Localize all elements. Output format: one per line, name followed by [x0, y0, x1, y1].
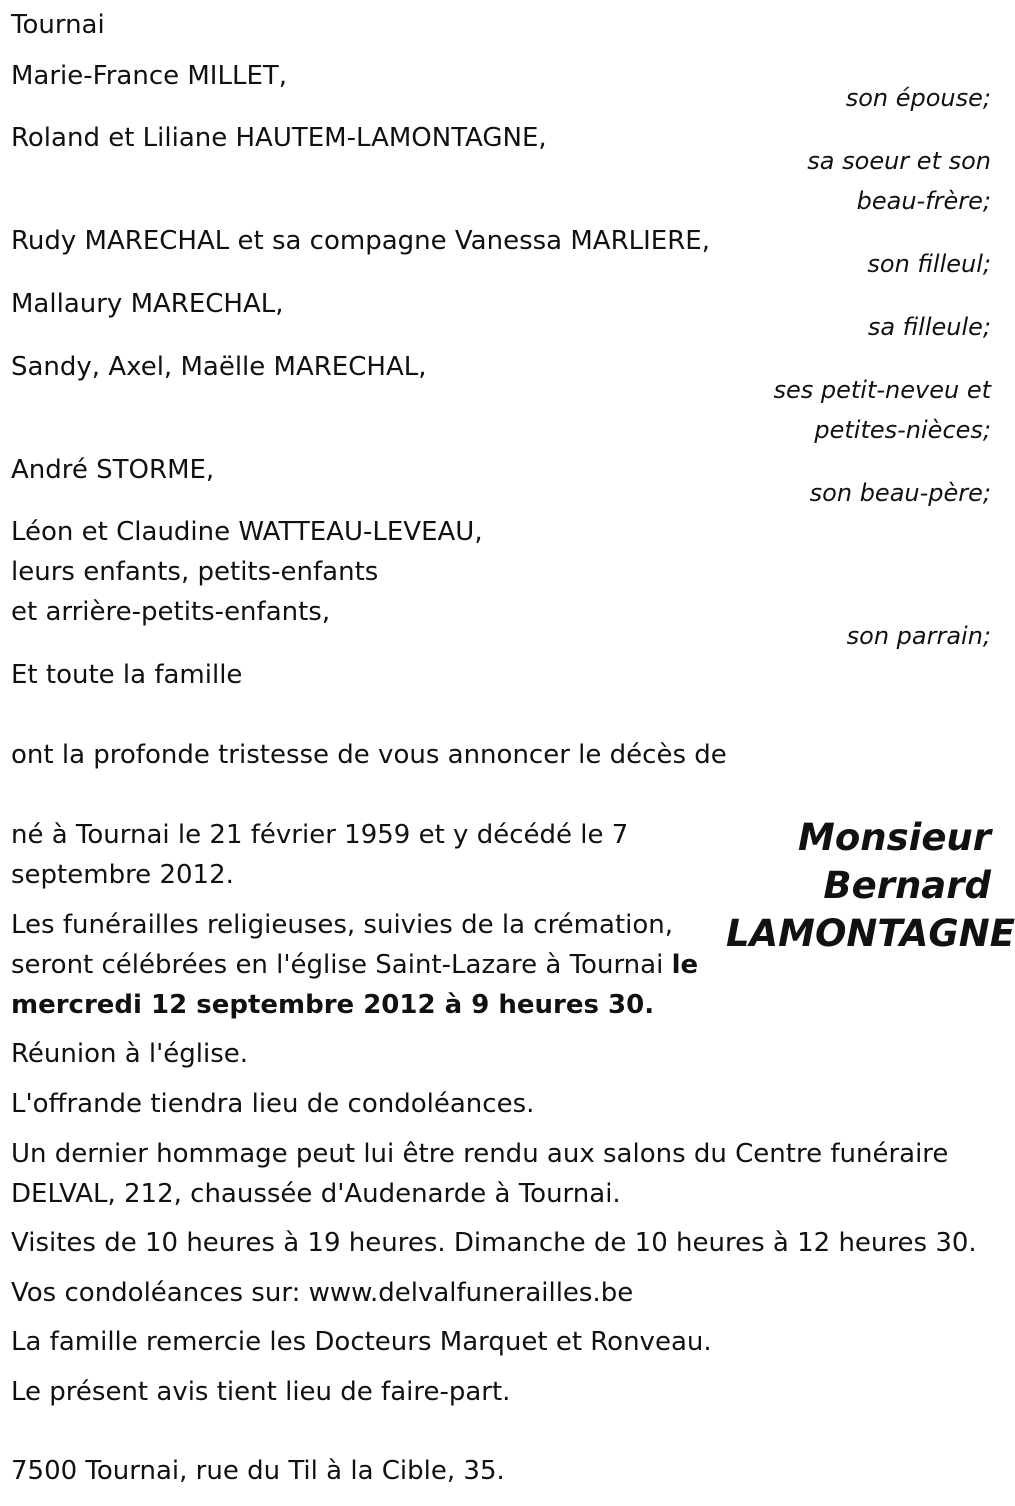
family-member-relation: sa soeur et son — [807, 147, 991, 175]
family-closing: Et toute la famille — [11, 660, 243, 690]
deceased-last-name: LAMONTAGNE — [725, 912, 1015, 955]
family-member-name: et arrière-petits-enfants, — [11, 597, 331, 627]
homage-text: DELVAL, 212, chaussée d'Audenarde à Tournai. — [11, 1179, 621, 1209]
family-member-name: leurs enfants, petits-enfants — [11, 557, 379, 587]
family-member-name: Sandy, Axel, Maëlle MARECHAL, — [11, 352, 427, 382]
family-member-name: Rudy MARECHAL et sa compagne Vanessa MARLIERE, — [11, 226, 710, 256]
family-member-relation: beau-frère; — [856, 187, 991, 215]
family-member-name: Roland et Liliane HAUTEM-LAMONTAGNE, — [11, 123, 547, 153]
note: L'offrande tiendra lieu de condoléances. — [11, 1089, 535, 1119]
deceased-title: Monsieur — [798, 816, 991, 859]
notice-text: Le présent avis tient lieu de faire-part. — [11, 1377, 511, 1407]
thanks-text: La famille remercie les Docteurs Marquet et Ronveau. — [11, 1327, 712, 1357]
family-member-name: Marie-France MILLET, — [11, 61, 288, 91]
deceased-first-name: Bernard — [823, 864, 991, 907]
birth-death-text: septembre 2012. — [11, 860, 234, 890]
family-member-relation: sa filleule; — [867, 313, 991, 341]
address: 7500 Tournai, rue du Til à la Cible, 35. — [11, 1456, 505, 1486]
family-member-relation: son filleul; — [867, 250, 991, 278]
family-member-relation: son beau-père; — [809, 479, 991, 507]
homage-text: Un dernier hommage peut lui être rendu aux salons du Centre funéraire — [11, 1139, 949, 1169]
family-member-relation: ses petit-neveu et — [773, 376, 991, 404]
family-member-relation: son parrain; — [846, 622, 991, 650]
funeral-text — [11, 945, 698, 985]
visits-text: Visites de 10 heures à 19 heures. Dimanche de 10 heures à 12 heures 30. — [11, 1228, 977, 1258]
family-member-name: Léon et Claudine WATTEAU-LEVEAU, — [11, 517, 483, 547]
family-member-name: Mallaury MARECHAL, — [11, 289, 284, 319]
funeral-text-normal: seront célébrées en l'église Saint-Lazare à Tournai — [11, 950, 672, 980]
family-member-name: André STORME, — [11, 455, 215, 485]
funeral-text: Les funérailles religieuses, suivies de la crémation, — [11, 910, 674, 940]
announcement: ont la profonde tristesse de vous annoncer le décès de — [11, 740, 727, 770]
note: Réunion à l'église. — [11, 1039, 249, 1069]
deceased-name — [725, 814, 1015, 958]
funeral-date-bold: le — [671, 950, 699, 980]
birth-death-text: né à Tournai le 21 février 1959 et y décédé le 7 — [11, 820, 629, 850]
funeral-date: mercredi 12 septembre 2012 à 9 heures 30. — [11, 990, 655, 1020]
condolences-text: Vos condoléances sur: www.delvalfunerailles.be — [11, 1278, 634, 1308]
family-member-relation: son épouse; — [845, 84, 991, 112]
location: Tournai — [11, 10, 105, 40]
family-member-relation: petites-nièces; — [814, 416, 991, 444]
